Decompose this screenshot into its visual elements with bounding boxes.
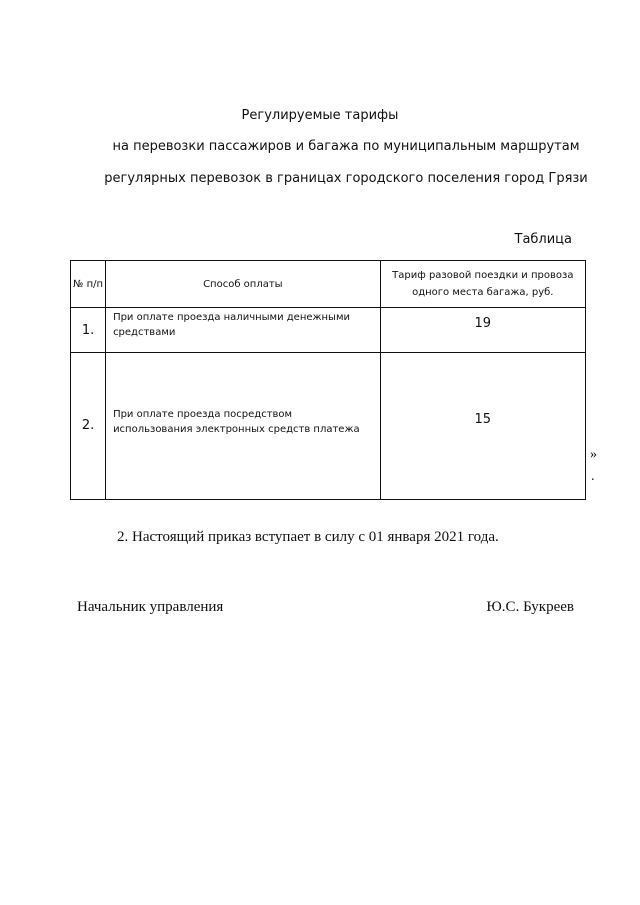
table-row	[71, 352, 586, 499]
row-number: 1.	[71, 308, 106, 352]
table-header-row	[71, 261, 586, 308]
row-method: При оплате проезда посредством использования электронных средств платежа	[106, 352, 381, 499]
closing-quote: »	[590, 447, 597, 462]
signer-name: Ю.С. Букреев	[486, 599, 574, 615]
header-number: № п/п	[71, 261, 106, 308]
title-line-3: регулярных перевозок в границах городского поселения город Грязи	[104, 171, 588, 186]
row-tariff: 19	[380, 308, 585, 352]
row-method: При оплате проезда наличными денежными средствами	[106, 308, 381, 352]
title-line-2: на перевозки пассажиров и багажа по муниципальным маршрутам	[112, 139, 580, 154]
header-tariff: Тариф разовой поездки и провоза одного места багажа, руб.	[380, 261, 585, 308]
signer-position: Начальник управления	[77, 599, 224, 615]
closing-dot: .	[591, 469, 595, 484]
tariff-table	[70, 260, 586, 500]
clause-text: 2. Настоящий приказ вступает в силу с 01 января 2021 года.	[117, 529, 499, 545]
title-line-1: Регулируемые тарифы	[241, 108, 399, 123]
table-label: Таблица	[514, 232, 572, 247]
row-number: 2.	[71, 352, 106, 499]
row-tariff: 15	[380, 352, 585, 499]
table-row	[71, 308, 586, 352]
header-method: Способ оплаты	[106, 261, 381, 308]
